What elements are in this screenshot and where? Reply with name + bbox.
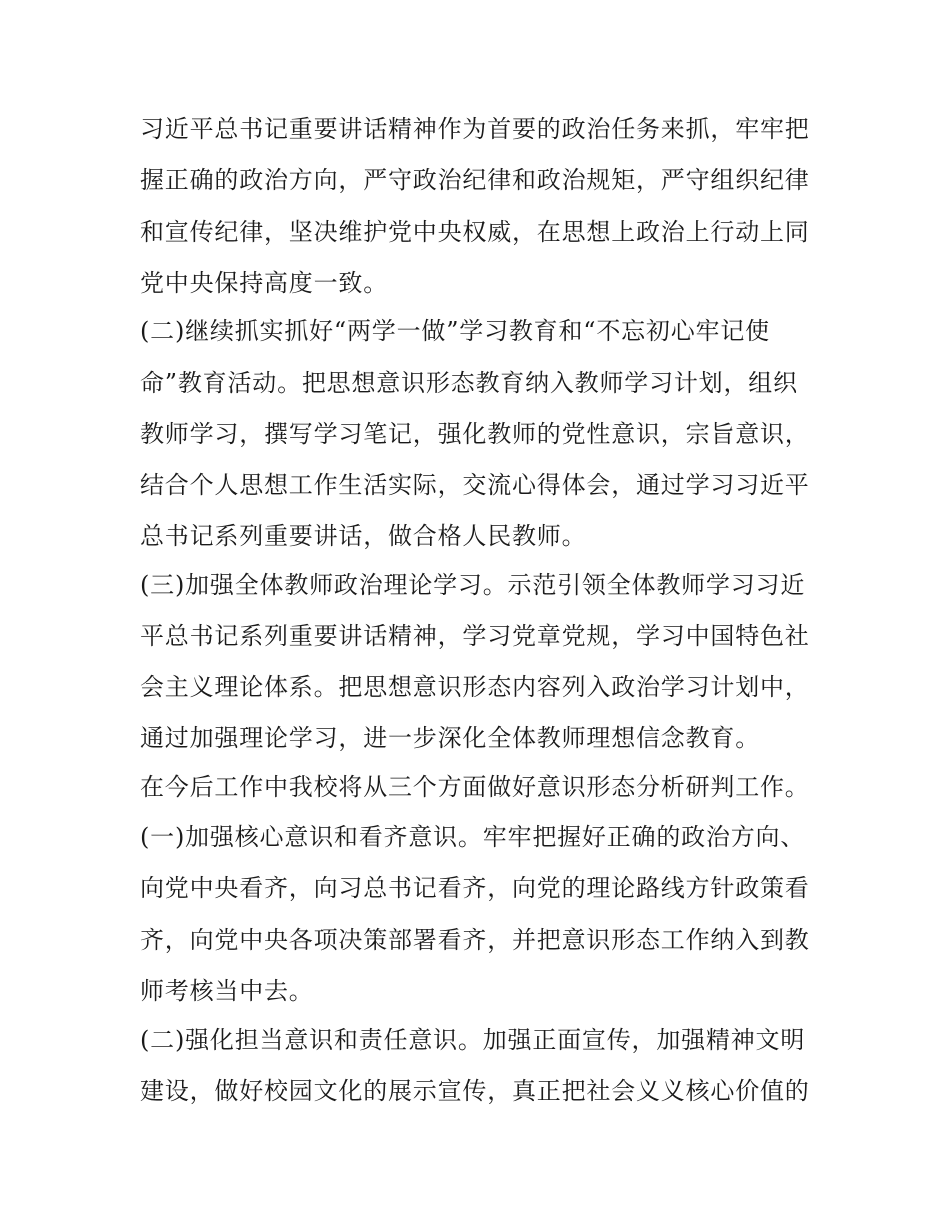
text-line: 命”教育活动。把思想意识形态教育纳入教师学习计划，组织	[140, 369, 798, 397]
text-line: 向党中央看齐，向习总书记看齐，向党的理论路线方针政策看	[140, 874, 810, 902]
section-heading-line: (三)加强全体教师政治理论学习。示范引领全体教师学习习近	[140, 571, 806, 599]
text-line: 总书记系列重要讲话，做合格人民教师。	[140, 522, 587, 550]
text-line: 建设，做好校园文化的展示宣传，真正把社会义义核心价值的	[140, 1077, 810, 1105]
text-line: 和宣传纪律，坚决维护党中央权威，在思想上政治上行动上同	[140, 218, 810, 246]
section-heading-line: (二)强化担当意识和责任意识。加强正面宣传，加强精神文明	[140, 1026, 806, 1054]
section-heading-line: (一)加强核心意识和看齐意识。牢牢把握好正确的政治方向、	[140, 823, 806, 851]
text-line: 党中央保持高度一致。	[140, 269, 388, 297]
text-line: 教师学习，撰写学习笔记，强化教师的党性意识，宗旨意识，	[140, 420, 810, 448]
text-line: 通过加强理论学习，进一步深化全体教师理想信念教育。	[140, 724, 760, 752]
text-line: 在今后工作中我校将从三个方面做好意识形态分析研判工作。	[140, 773, 810, 801]
text-line: 会主义理论体系。把思想意识形态内容列入政治学习计划中，	[140, 673, 810, 701]
text-line: 平总书记系列重要讲话精神，学习党章党规，学习中国特色社	[140, 622, 810, 650]
text-line: 齐，向党中央各项决策部署看齐，并把意识形态工作纳入到教	[140, 926, 810, 954]
text-line: 习近平总书记重要讲话精神作为首要的政治任务来抓，牢牢把	[140, 115, 810, 143]
section-heading-line: (二)继续抓实抓好“两学一做”学习教育和“不忘初心牢记使	[140, 317, 770, 345]
text-line: 结合个人思想工作生活实际，交流心得体会，通过学习习近平	[140, 471, 810, 499]
text-line: 握正确的政治方向，严守政治纪律和政治规矩，严守组织纪律	[140, 166, 810, 194]
text-line: 师考核当中去。	[140, 977, 314, 1005]
